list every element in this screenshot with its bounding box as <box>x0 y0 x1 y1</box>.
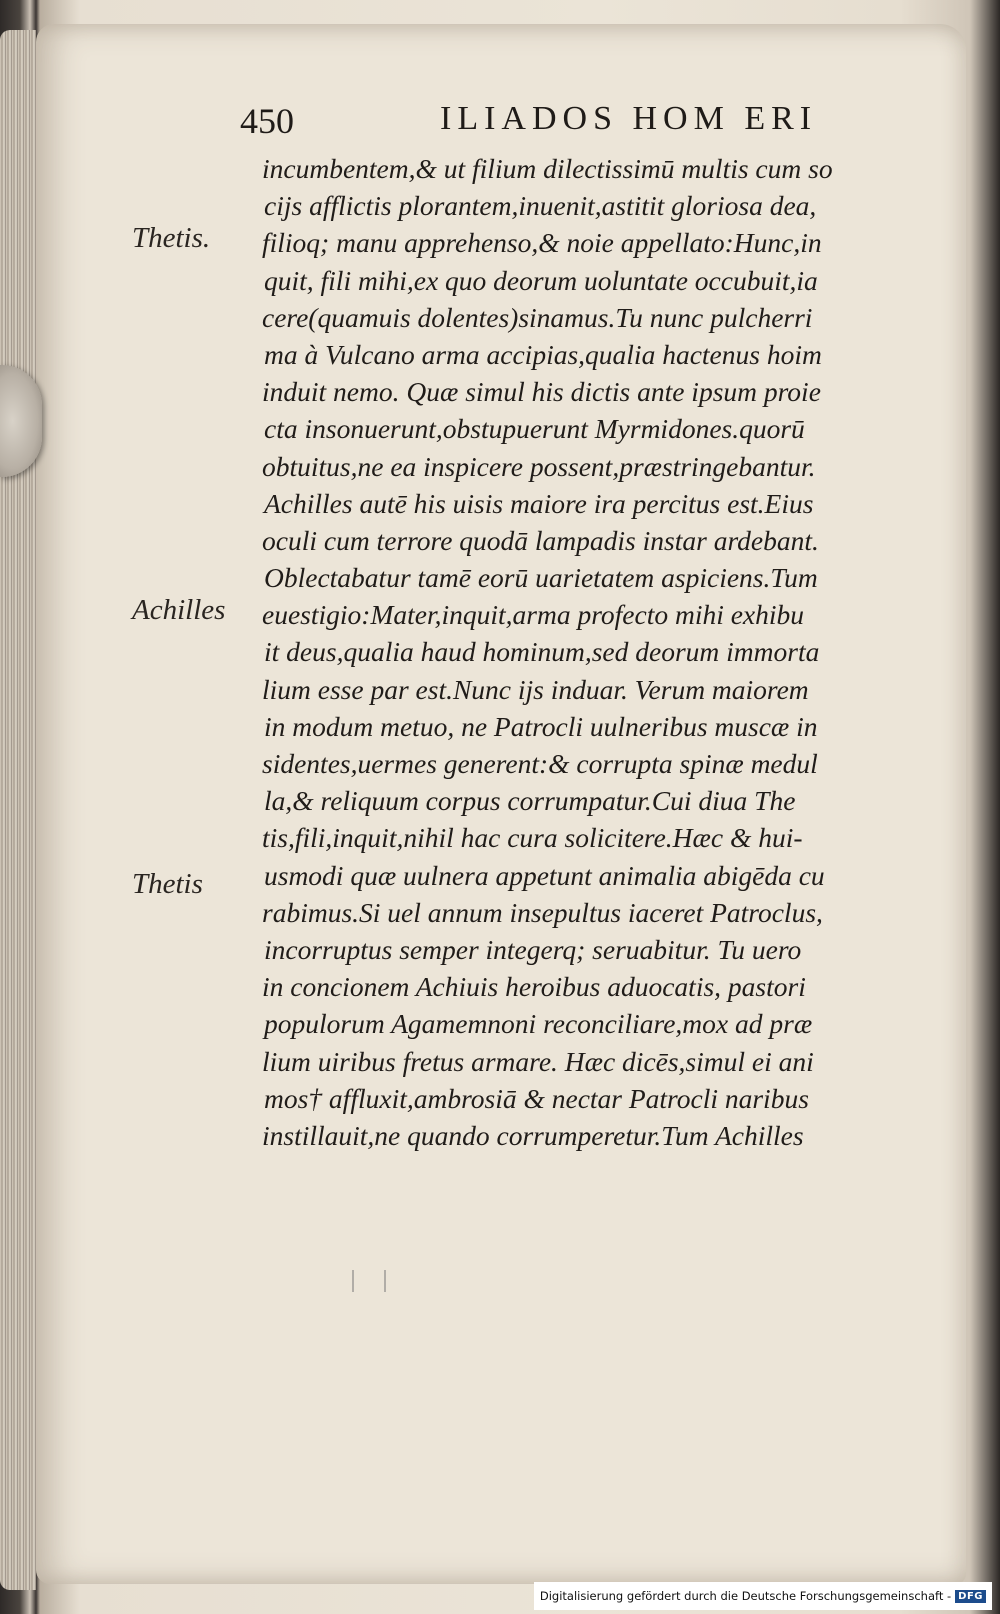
running-head <box>240 100 860 146</box>
text-line: usmodi quæ uulnera appetunt animalia abigēda cu <box>264 859 825 891</box>
text-line: instillauit,ne quando corrumperetur.Tum Achilles <box>262 1119 804 1151</box>
text-line: mos† affluxit,ambrosiā & nectar Patrocli naribus <box>264 1082 809 1114</box>
text-line: quit, fili mihi,ex quo deorum uoluntate occubuit,ia <box>264 264 818 296</box>
text-line: populorum Agamemnoni reconciliare,mox ad præ <box>264 1008 813 1040</box>
text-line: sidentes,uermes generent:& corrupta spinæ medul <box>262 748 818 779</box>
dfg-logo-icon: DFG <box>955 1590 986 1603</box>
marginal-note-thetis-1: Thetis. <box>132 222 211 254</box>
text-line: rabimus.Si uel annum insepultus iaceret Patroclus, <box>262 896 823 928</box>
text-line: obtuitus,ne ea inspicere possent,præstringebantur. <box>262 450 816 482</box>
text-line: incumbentem,& ut filium dilectissimū multis cum so <box>262 153 833 184</box>
text-line: filioq; manu apprehenso,& noie appellato:Hunc,in <box>262 227 822 259</box>
text-line: cta insonuerunt,obstupuerunt Myrmidones.quorū <box>264 413 805 445</box>
text-line: in modum metuo, ne Patrocli uulneribus muscæ in <box>264 710 818 742</box>
text-line: Oblectabatur tamē eorū uarietatem aspiciens.Tum <box>264 562 818 594</box>
text-line: cijs afflictis plorantem,inuenit,astitit gloriosa dea, <box>264 190 817 222</box>
ink-mark <box>352 1270 386 1292</box>
marginal-note-thetis-2: Thetis <box>132 868 203 900</box>
text-line: euestigio:Mater,inquit,arma profecto mihi exhibu <box>262 599 805 631</box>
text-line: oculi cum terrore quodā lampadis instar ardebant. <box>262 524 819 556</box>
running-title: ILIADOS HOM ERI <box>440 100 818 137</box>
text-line: la,& reliquum corpus corrumpatur.Cui diua The <box>264 785 796 817</box>
text-line: cere(quamuis dolentes)sinamus.Tu nunc pulcherri <box>262 301 813 333</box>
text-line: Achilles autē his uisis maiore ira percitus est.Eius <box>264 487 814 519</box>
digitization-footer <box>534 1582 992 1610</box>
body-text <box>262 150 922 1154</box>
text-line: ma à Vulcano arma accipias,qualia hactenus hoim <box>264 338 822 370</box>
text-line: induit nemo. Quæ simul his dictis ante ipsum proie <box>262 376 821 408</box>
text-line: tis,fili,inquit,nihil hac cura solicitere.Hæc & hui- <box>262 822 803 854</box>
page-number: 450 <box>240 101 294 141</box>
marginal-note-achilles: Achilles <box>132 594 226 626</box>
text-line: incorruptus semper integerq; seruabitur. Tu uero <box>264 933 802 965</box>
text-line: lium uiribus fretus armare. Hæc dicēs,simul ei ani <box>262 1045 814 1077</box>
text-line: in concionem Achiuis heroibus aduocatis, pastori <box>262 971 806 1003</box>
page-edges <box>0 30 36 1590</box>
text-line: lium esse par est.Nunc ijs induar. Verum maiorem <box>262 673 809 705</box>
text-line: it deus,qualia haud hominum,sed deorum immorta <box>264 636 820 668</box>
footer-text: Digitalisierung gefördert durch die Deutsche Forschungsgemeinschaft - <box>539 1589 952 1603</box>
